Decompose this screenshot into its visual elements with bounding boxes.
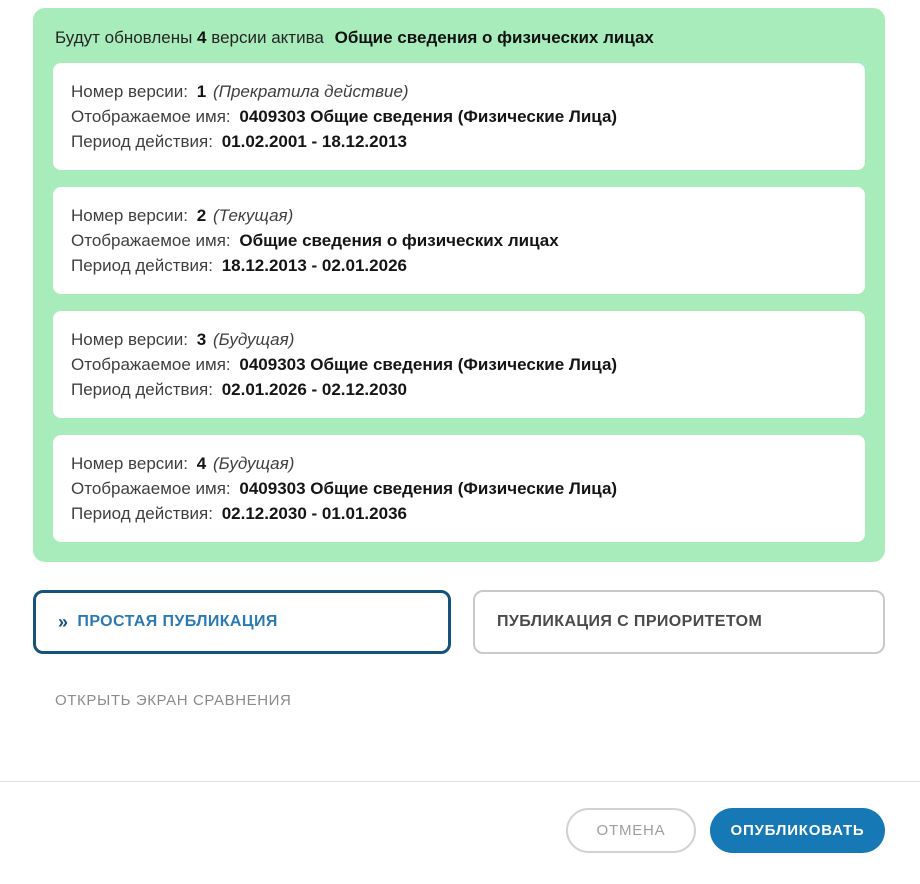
period-row xyxy=(71,501,847,526)
period-row xyxy=(71,377,847,402)
display-name-row xyxy=(71,228,847,253)
header-prefix: Будут обновлены xyxy=(55,28,193,47)
display-name-row xyxy=(71,104,847,129)
footer-divider xyxy=(0,781,920,782)
period-label: Период действия: xyxy=(71,256,213,275)
version-card-3 xyxy=(53,311,865,418)
header-middle: версии актива xyxy=(211,28,324,47)
version-number-label: Номер версии: xyxy=(71,454,189,473)
period-value: 02.01.2026 - 02.12.2030 xyxy=(221,380,407,399)
simple-publication-label: ПРОСТАЯ ПУБЛИКАЦИЯ xyxy=(77,613,278,630)
display-name-label: Отображаемое имя: xyxy=(71,355,231,374)
version-count: 4 xyxy=(197,28,207,47)
period-label: Период действия: xyxy=(71,380,213,399)
version-number-value: 4 xyxy=(196,454,207,473)
display-name-value: Общие сведения о физических лицах xyxy=(239,231,559,250)
version-status: (Текущая) xyxy=(212,206,294,225)
version-number-value: 2 xyxy=(196,206,207,225)
version-number-label: Номер версии: xyxy=(71,82,189,101)
display-name-row xyxy=(71,352,847,377)
panel-header xyxy=(53,28,865,48)
publish-button[interactable]: ОПУБЛИКОВАТЬ xyxy=(710,808,885,853)
version-status: (Будущая) xyxy=(212,454,295,473)
period-label: Период действия: xyxy=(71,132,213,151)
display-name-value: 0409303 Общие сведения (Физические Лица) xyxy=(239,107,618,126)
version-number-row xyxy=(71,203,847,228)
version-number-value: 3 xyxy=(196,330,207,349)
open-compare-screen-link[interactable]: ОТКРЫТЬ ЭКРАН СРАВНЕНИЯ xyxy=(55,692,292,709)
simple-publication-button[interactable] xyxy=(33,590,451,654)
version-card-1 xyxy=(53,63,865,170)
version-number-label: Номер версии: xyxy=(71,206,189,225)
display-name-row xyxy=(71,476,847,501)
priority-publication-label: ПУБЛИКАЦИЯ С ПРИОРИТЕТОМ xyxy=(497,613,763,630)
period-value: 01.02.2001 - 18.12.2013 xyxy=(221,132,407,151)
period-row xyxy=(71,253,847,278)
period-label: Период действия: xyxy=(71,504,213,523)
version-number-value: 1 xyxy=(196,82,207,101)
double-chevron-icon: » xyxy=(58,611,69,632)
version-number-row xyxy=(71,79,847,104)
version-number-row xyxy=(71,451,847,476)
display-name-value: 0409303 Общие сведения (Физические Лица) xyxy=(239,479,618,498)
version-status: (Прекратила действие) xyxy=(212,82,409,101)
display-name-label: Отображаемое имя: xyxy=(71,479,231,498)
version-number-row xyxy=(71,327,847,352)
version-card-2 xyxy=(53,187,865,294)
version-number-label: Номер версии: xyxy=(71,330,189,349)
footer-actions xyxy=(33,808,885,853)
version-card-4 xyxy=(53,435,865,542)
period-value: 02.12.2030 - 01.01.2036 xyxy=(221,504,407,523)
cancel-button[interactable]: ОТМЕНА xyxy=(566,808,696,853)
publication-mode-row xyxy=(33,590,885,654)
display-name-value: 0409303 Общие сведения (Физические Лица) xyxy=(239,355,618,374)
version-status: (Будущая) xyxy=(212,330,295,349)
period-value: 18.12.2013 - 02.01.2026 xyxy=(221,256,407,275)
period-row xyxy=(71,129,847,154)
display-name-label: Отображаемое имя: xyxy=(71,231,231,250)
asset-name: Общие сведения о физических лицах xyxy=(334,28,654,47)
display-name-label: Отображаемое имя: xyxy=(71,107,231,126)
priority-publication-button[interactable] xyxy=(473,590,885,654)
versions-panel xyxy=(33,8,885,562)
